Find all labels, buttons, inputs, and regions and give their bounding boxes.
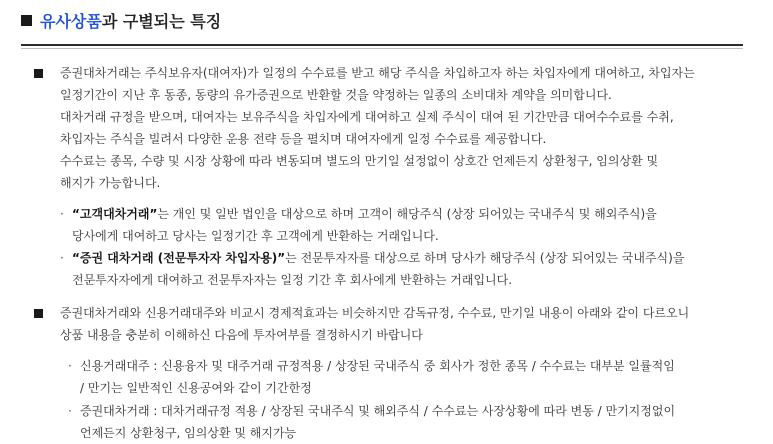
title-highlight: 유사상품 [40,11,102,31]
list-item-text: 언제든지 상환청구, 임의상환 및 해지가능 [80,426,297,440]
section-1-paragraph [60,62,695,194]
term-highlight: “증권 대차거래 (전문투자자 차입자용)” [72,251,286,265]
paragraph-line: 대차거래 규정을 받으며, 대여자는 보유주식을 차입자에게 대여하고 실제 주식이 대여 된 기간만큼 대여수수료를 수취, [60,110,674,124]
dot-bullet-icon: · [60,251,64,265]
list-item-text: 는 개인 및 일반 법인을 대상으로 하며 고객이 해당주식 (상장 되어있는 국내주식 및 해외주식)을 [157,207,657,221]
list-item [68,400,676,444]
title-divider [21,44,743,46]
paragraph-line: 해지가 가능합니다. [60,176,161,190]
list-item-text: 는 전문투자자를 대상으로 하며 당사가 해당주식 (상장 되어있는 국내주식)을 [285,251,685,265]
list-item [68,355,675,399]
list-item-text: 전문투자자에게 대여하고 전문투자자는 일정 기간 후 회사에게 반환하는 거래입니다. [72,273,513,287]
square-bullet-icon [21,15,32,26]
list-item-text: 신용거래대주 : 신용융자 및 대주거래 규정적용 / 상장된 국내주식 중 회사가 정한 종목 / 수수료는 대부분 일률적임 [80,359,675,373]
list-item [60,247,685,291]
title-rest: 과 구별되는 특징 [101,11,222,31]
list-item-text: 증권대차거래 : 대차거래규정 적용 / 상장된 국내주식 및 해외주식 / 수수료는 사장상황에 따라 변동 / 만기지정없이 [80,404,676,418]
dot-bullet-icon: · [68,359,72,373]
paragraph-line: 수수료는 종목, 수량 및 시장 상황에 따라 변동되며 별도의 만기일 설정없이 상호간 언제든지 상환청구, 임의상환 및 [60,154,659,168]
term-highlight: “고객대차거래” [72,207,158,221]
paragraph-line: 상품 내용을 충분히 이해하신 다음에 투자여부를 결정하시기 바랍니다 [60,328,423,342]
section-2-paragraph [60,302,689,346]
paragraph-line: 증권대차거래와 신용거래대주와 비교시 경제적효과는 비슷하지만 감독규정, 수수료, 만기일 내용이 아래와 같이 다르오니 [60,306,690,320]
dot-bullet-icon: · [68,404,72,418]
page-title [21,7,221,33]
section-bullet-icon [34,309,43,318]
section-bullet-icon [34,69,43,78]
title-divider-thin [21,48,743,49]
paragraph-line: 일정기간이 지난 후 동종, 동량의 유가증권으로 반환할 것을 약정하는 일종의 소비대차 계약을 의미합니다. [60,88,612,102]
list-item [60,203,657,247]
dot-bullet-icon: · [60,207,64,221]
paragraph-line: 증권대차거래는 주식보유자(대여자)가 일정의 수수료를 받고 해당 주식을 차입하고자 하는 차입자에게 대여하고, 차입자는 [60,66,695,80]
paragraph-line: 차입자는 주식을 빌려서 다양한 운용 전략 등을 펼치며 대여자에게 일정 수수료를 제공합니다. [60,132,547,146]
list-item-text: 당사에게 대여하고 당사는 일정기간 후 고객에게 반환하는 거래입니다. [72,229,439,243]
list-item-text: / 만기는 일반적인 신용공여와 같이 기간한정 [80,381,312,395]
